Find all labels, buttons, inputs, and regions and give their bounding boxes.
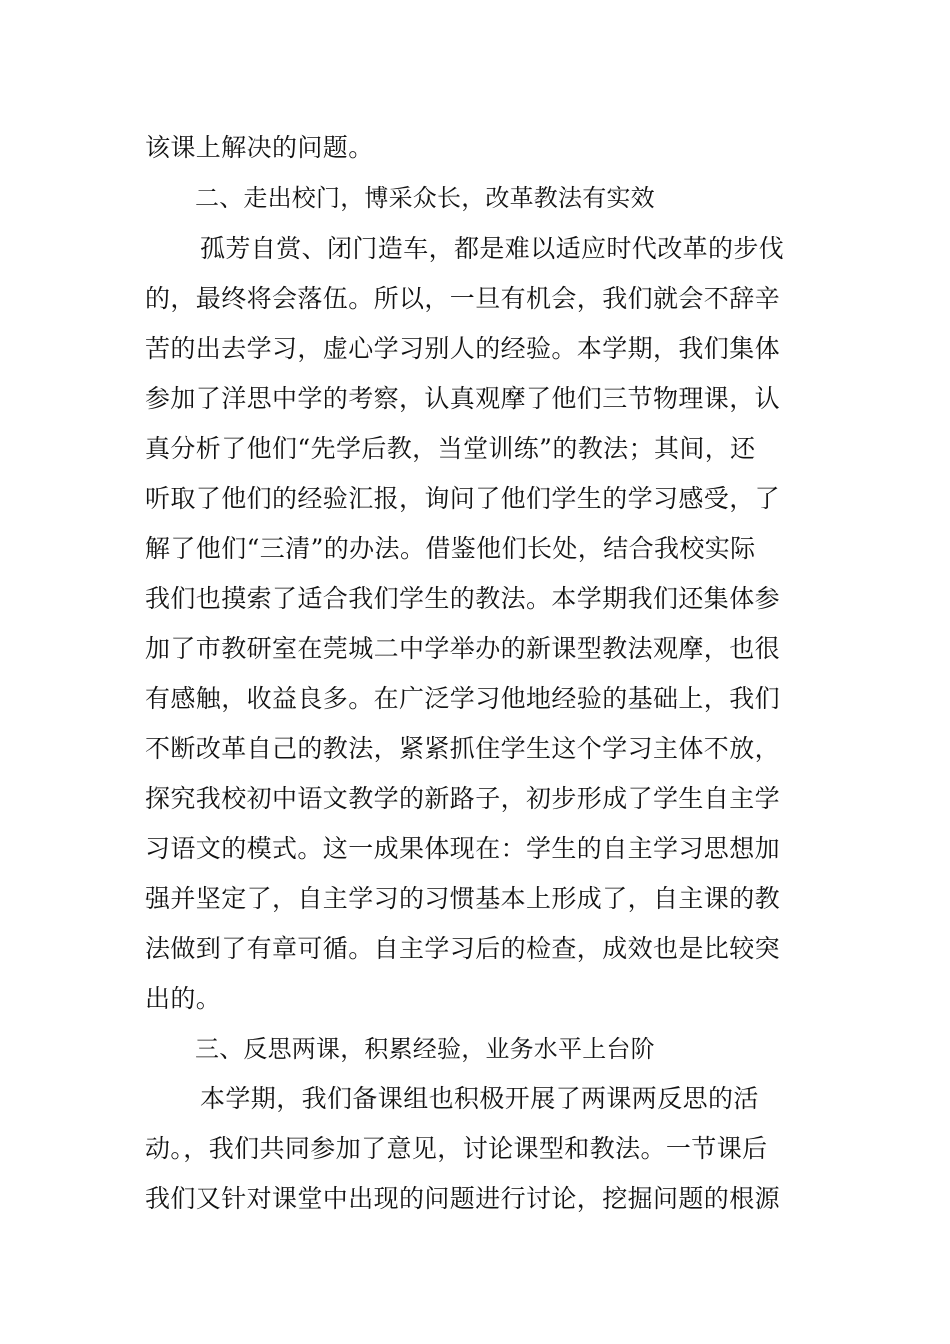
- paragraph-line: 该课上解决的问题。: [145, 133, 374, 162]
- paragraph-line: 加了市教研室在莞城二中学举办的新课型教法观摩，也很: [145, 634, 781, 663]
- paragraph-line: 孤芳自赏、闭门造车，都是难以适应时代改革的步伐: [200, 234, 785, 263]
- paragraph-line: 苦的出去学习，虚心学习别人的经验。本学期，我们集体: [145, 334, 781, 363]
- section-heading: 二、走出校门，博采众长，改革教法有实效: [195, 184, 655, 212]
- paragraph-line: 法做到了有章可循。自主学习后的检查，成效也是比较突: [145, 934, 781, 963]
- paragraph-line: 参加了洋思中学的考察，认真观摩了他们三节物理课，认: [145, 384, 781, 413]
- paragraph-line: 不断改革自己的教法，紧紧抓住学生这个学习主体不放，: [145, 734, 781, 763]
- paragraph-line: 习语文的模式。这一成果体现在：学生的自主学习思想加: [145, 834, 781, 863]
- paragraph-line: 探究我校初中语文教学的新路子，初步形成了学生自主学: [145, 784, 781, 813]
- paragraph-line: 动。，我们共同参加了意见，讨论课型和教法。一节课后: [145, 1134, 768, 1163]
- paragraph-line: 本学期，我们备课组也积极开展了两课两反思的活: [200, 1084, 759, 1113]
- paragraph-line: 的，最终将会落伍。所以，一旦有机会，我们就会不辞辛: [145, 284, 781, 313]
- paragraph-line: 解了他们“三清”的办法。借鉴他们长处，结合我校实际: [145, 534, 756, 563]
- section-heading: 三、反思两课，积累经验，业务水平上台阶: [195, 1035, 655, 1063]
- paragraph-line: 强并坚定了，自主学习的习惯基本上形成了，自主课的教: [145, 884, 781, 913]
- paragraph-line: 我们也摸索了适合我们学生的教法。本学期我们还集体参: [145, 584, 781, 613]
- paragraph-line: 我们又针对课堂中出现的问题进行讨论，挖掘问题的根源: [145, 1184, 781, 1213]
- paragraph-line: 真分析了他们“先学后教，当堂训练”的教法；其间，还: [145, 434, 756, 463]
- paragraph-line: 有感触，收益良多。在广泛学习他地经验的基础上，我们: [145, 684, 781, 713]
- paragraph-line: 听取了他们的经验汇报，询问了他们学生的学习感受，了: [145, 484, 781, 513]
- paragraph-line: 出的。: [145, 984, 222, 1013]
